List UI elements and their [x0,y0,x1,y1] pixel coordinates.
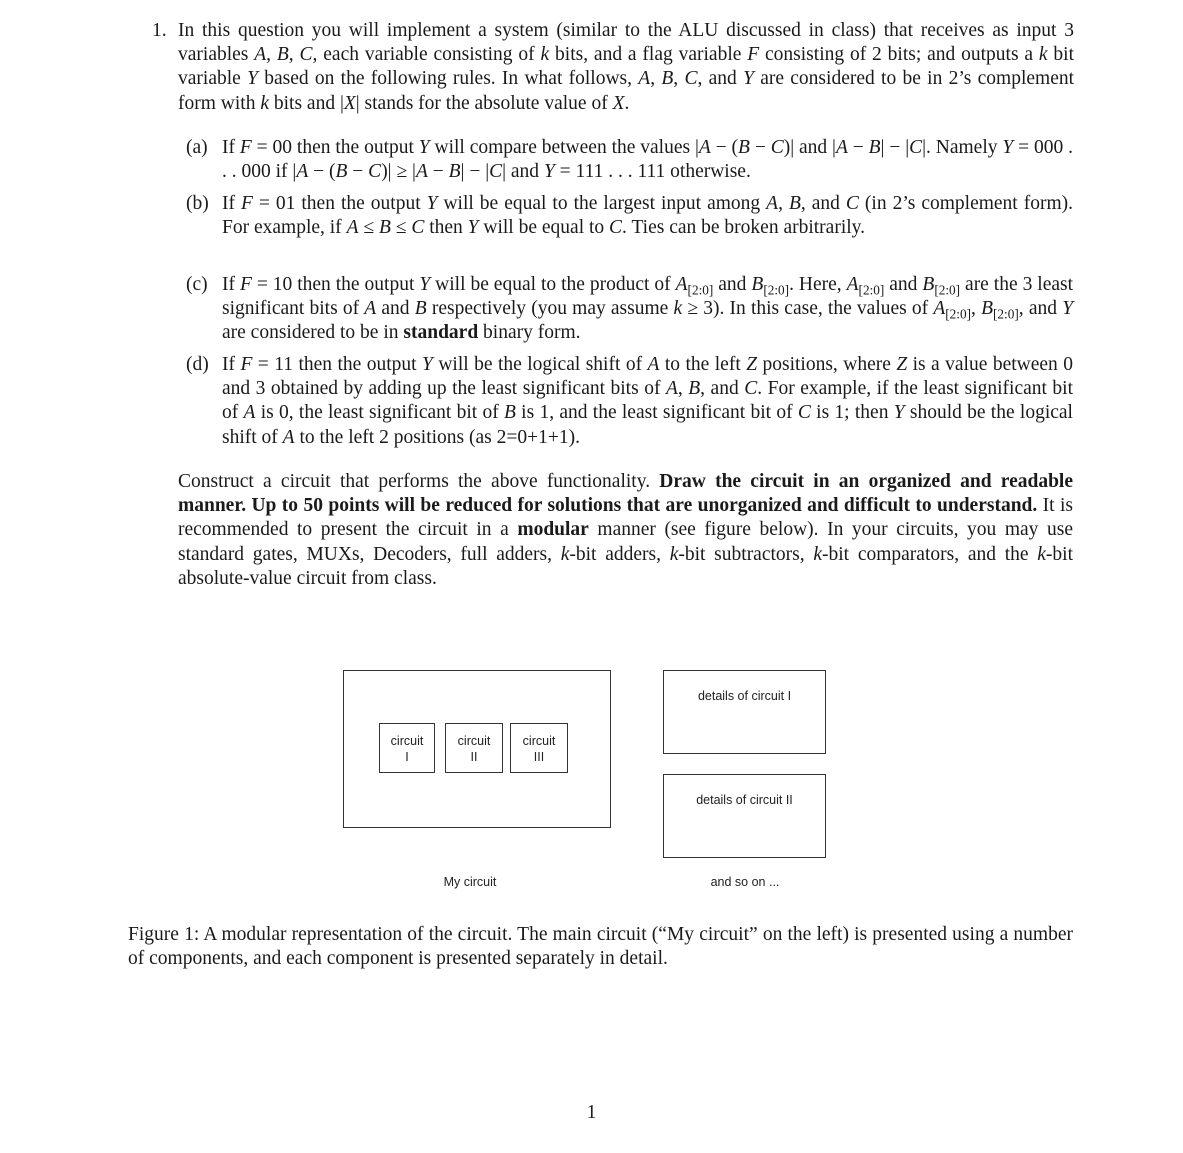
part-label: (b) [186,193,209,214]
details-label: details of circuit I [697,689,792,703]
sub-circuit-2 [445,723,503,773]
sub-circuit-label: circuit [390,734,424,748]
sub-circuit-label: circuit [457,734,491,748]
question-number: 1. [152,20,167,41]
details-circuit-2-box [663,774,826,858]
details-label: details of circuit II [696,793,793,807]
sub-circuit-1 [379,723,435,773]
part-d-text: If F = 11 then the output Y will be the logical shift of A to the left Z positions, where Z is a value between 0 and 3 obtained by adding up the least significant bits of A, B, and C. For example, if the least significant bit of A is 0, the least significant bit of B is 1, and the least significant bit of C is 1; then Y should be the logical shift of A to the left 2 positions (as 2=0+1+1). [222,354,1074,448]
instructions-paragraph: Construct a circuit that performs the above functionality. Draw the circuit in an organized and readable manner. Up to 50 points will be reduced for solutions that are unorganized and difficult to understand. It is recommended to present the circuit in a modular manner (see figure below). In your circuits, you may use standard gates, MUXs, Decoders, full adders, k-bit adders, k-bit subtractors, k-bit comparators, and the k-bit absolute-value circuit from class. [178,471,1074,589]
sub-circuit-numeral: III [533,750,545,764]
sub-circuit-numeral: I [405,750,409,764]
sub-circuit-numeral: II [470,750,478,764]
part-label: (d) [186,354,209,375]
page-number: 1 [586,1102,597,1123]
sub-circuit-3 [510,723,568,773]
figure-caption: Figure 1: A modular representation of the circuit. The main circuit (“My circuit” on the left) is presented using a number of components, and each component is presented separately in detail. [128,924,1073,970]
question-1 [152,19,1074,116]
details-circuit-1-box [663,670,826,754]
part-a-text: If F = 00 then the output Y will compare between the values |A − (B − C)| and |A − B| − |C|. Namely Y = 000 . . . 000 if |A − (B − C)| ≥ |A − B| − |C| and Y = 111 . . . 111 otherwise. [222,137,1073,183]
part-label: (c) [186,274,208,295]
and-so-on-label: and so on ... [710,875,780,889]
question-intro: In this question you will implement a system (similar to the ALU discussed in class) that receives as input 3 variables A, B, C, each variable consisting of k bits, and a flag variable F consisting of 2 bits; and outputs a k bit variable Y based on the following rules. In what follows, A, B, C, and Y are considered to be in 2’s complement form with k bits and |X| stands for the absolute value of X. [178,20,1075,114]
part-label: (a) [186,137,208,158]
part-d [180,353,1073,450]
part-a [180,136,1073,184]
sub-circuit-label: circuit [522,734,556,748]
part-c [180,273,1073,346]
part-b [180,192,1073,240]
my-circuit-label: My circuit [443,875,497,889]
part-c-text: If F = 10 then the output Y will be equal to the product of $A_{[2:0]}$ and $B_{[2:0]}$. Here, $A_{[2:0]}$ and $B_{[2:0]}$ are the 3 least significant bits of A and B respectively (you may assume k ≥ 3). In this case, the values of $A_{[2:0]}$, $B_{[2:0]}$, and Y are considered to be in standard binary form. [222,274,1074,344]
part-b-text: If F = 01 then the output Y will be equal to the largest input among A, B, and C (in 2’s complement form). For example, if A ≤ B ≤ C then Y will be equal to C. Ties can be broken arbitrarily. [222,193,1073,239]
